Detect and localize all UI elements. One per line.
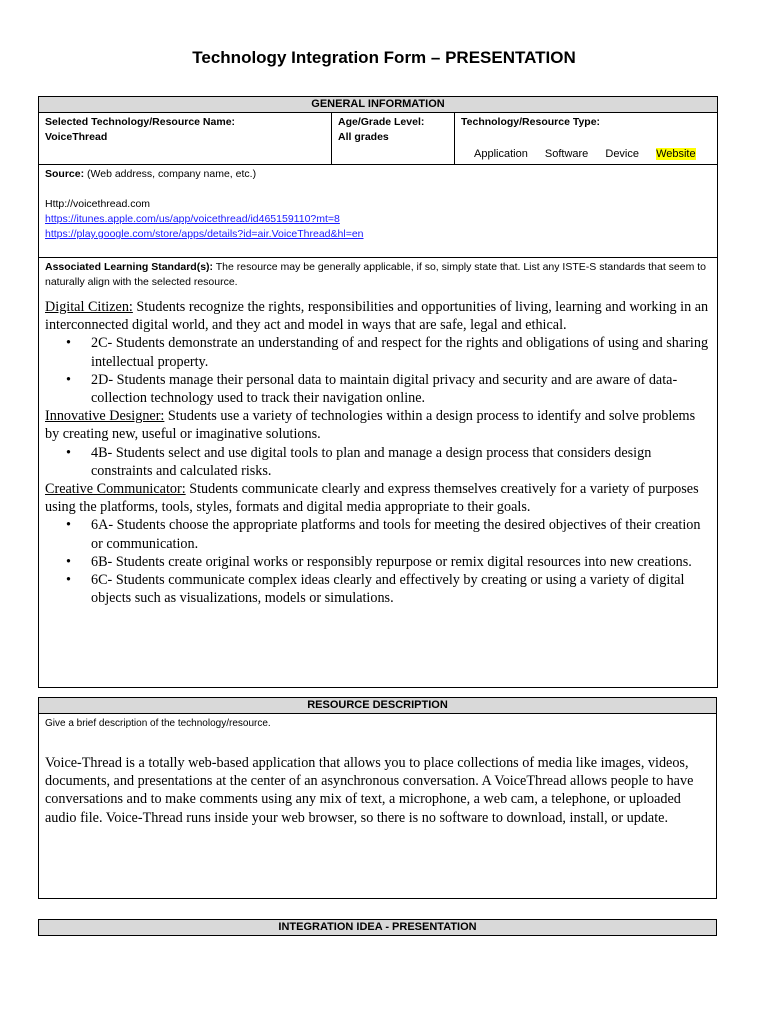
integration-idea-header: INTEGRATION IDEA - PRESENTATION — [39, 920, 717, 936]
integration-idea-table — [38, 919, 717, 936]
source-label: Source: — [45, 168, 85, 180]
standard-item: • 2D- Students manage their personal data to maintain digital privacy and security and are aware of data-collection technology used to track their navigation online. — [91, 371, 711, 407]
standard-creative-communicator — [45, 480, 711, 516]
standard-name: Digital Citizen: — [45, 299, 133, 315]
standard-text: Students communicate clearly and express themselves creatively for a variety of purposes using the platforms, tools, styles, formats and digital media appropriate to their goals. — [45, 481, 699, 516]
google-play-link[interactable]: https://play.google.com/store/apps/details?id=air.VoiceThread&hl=en — [45, 228, 364, 240]
source-hint: (Web address, company name, etc.) — [87, 168, 257, 180]
tech-name-value: VoiceThread — [45, 131, 108, 143]
resource-type-label: Technology/Resource Type: — [461, 116, 601, 128]
page-title: Technology Integration Form – PRESENTATION — [192, 48, 576, 67]
type-option-application[interactable]: Application — [474, 148, 528, 160]
standard-innovative-designer — [45, 407, 711, 443]
standards-label: Associated Learning Standard(s): — [45, 261, 214, 273]
source-row — [45, 167, 711, 182]
itunes-link[interactable]: https://itunes.apple.com/us/app/voicethread/id465159110?mt=8 — [45, 213, 340, 225]
standard-text: Students use a variety of technologies within a design process to identify and solve problems by creating new, useful or imaginative solutions. — [45, 408, 696, 443]
age-grade-value: All grades — [338, 131, 389, 143]
standard-name: Creative Communicator: — [45, 481, 186, 498]
general-information-table — [38, 96, 718, 688]
general-information-header: GENERAL INFORMATION — [39, 97, 718, 113]
standard-item: • 6C- Students communicate complex ideas clearly and effectively by creating or using a variety of digital objects such as visualizations, models or simulations. — [91, 571, 711, 607]
standard-item: • 4B- Students select and use digital tools to plan and manage a design process that considers design constraints and calculated risks. — [91, 444, 711, 480]
standards-intro — [45, 260, 711, 289]
standard-item: • 6B- Students create original works or responsibly repurpose or remix digital resources into new creations. — [91, 553, 711, 571]
type-option-device[interactable]: Device — [605, 148, 639, 160]
standards-list — [45, 298, 711, 607]
standard-item: • 6A- Students choose the appropriate platforms and tools for meeting the desired objectives of their creation or communication. — [91, 516, 711, 552]
standards-hint: The resource may be generally applicable, if so, simply state that. List any ISTE-S standards that seem to naturally align with the selected resource. — [45, 261, 706, 288]
standard-text: Students recognize the rights, responsibilities and opportunities of living, learning and working in an interconnected digital world, and they act and model in ways that are safe, legal and ethical. — [45, 299, 709, 334]
type-option-website[interactable]: Website — [656, 148, 696, 160]
standard-name: Innovative Designer: — [45, 408, 165, 425]
source-url-main: Http://voicethread.com — [45, 198, 151, 210]
standard-digital-citizen — [45, 298, 711, 334]
resource-description-text: Voice-Thread is a totally web-based application that allows you to place collections of media like images, videos, documents, and presentations at the center of an asynchronous conversation. A VoiceThread allows people to have conversations and to make comments using any mix of text, a microphone, a web cam, a telephone, or uploaded audio file. Voice-Thread runs inside your web browser, so there is no software to download, install, or update. — [45, 755, 694, 826]
resource-description-header: RESOURCE DESCRIPTION — [39, 698, 717, 714]
standard-item: • 2C- Students demonstrate an understanding of and respect for the rights and obligations of using and sharing intellectual property. — [91, 334, 711, 370]
type-option-software[interactable]: Software — [544, 148, 589, 160]
tech-name-label: Selected Technology/Resource Name: — [45, 116, 236, 128]
age-grade-label: Age/Grade Level: — [338, 116, 425, 128]
resource-description-table — [38, 697, 717, 899]
resource-prompt: Give a brief description of the technology/resource. — [45, 718, 271, 729]
